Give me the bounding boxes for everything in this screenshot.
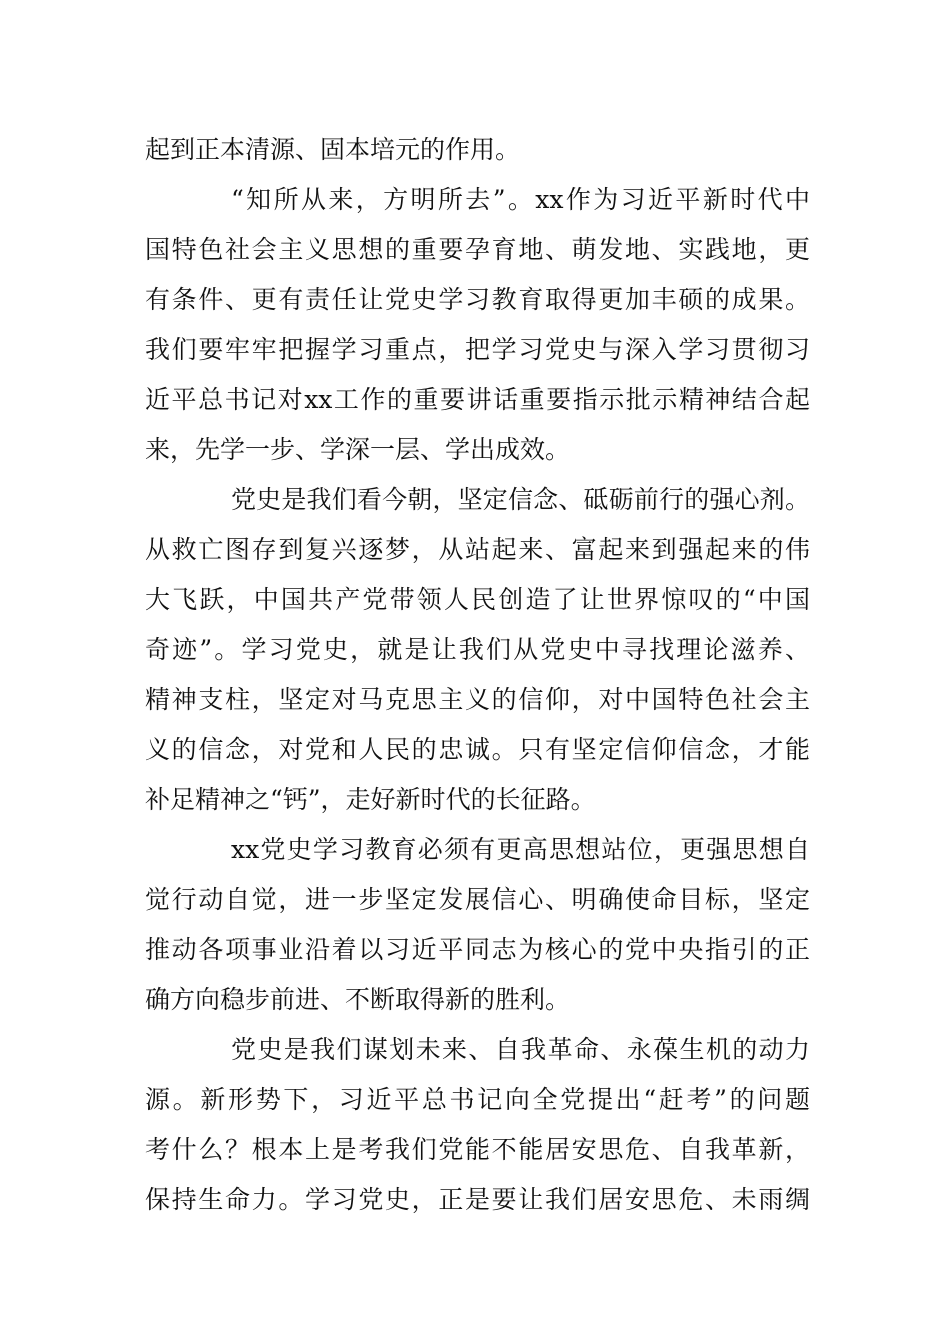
paragraph-2-line-2: 国特色社会主义思想的重要孕育地、萌发地、实践地，更 [145,235,810,264]
paragraph-4-line-4: 确方向稳步前进、不断取得新的胜利。 [145,985,571,1014]
paragraph-5-line-4: 保持生命力。学习党史，正是要让我们居安思危、未雨绸 [145,1185,810,1214]
paragraph-2-line-6: 来，先学一步、学深一层、学出成效。 [145,435,571,464]
paragraph-3-line-1: 党史是我们看今朝，坚定信念、砥砺前行的强心剂。 [231,485,810,514]
paragraph-2-line-5: 近平总书记对xx工作的重要讲话重要指示批示精神结合起 [145,385,810,414]
paragraph-3-line-6: 义的信念，对党和人民的忠诚。只有坚定信仰信念，才能 [145,735,810,764]
paragraph-3-line-4: 奇迹”。学习党史，就是让我们从党史中寻找理论滋养、 [145,635,810,664]
paragraph-2-line-3: 有条件、更有责任让党史学习教育取得更加丰硕的成果。 [145,285,810,314]
paragraph-1-line-1: 起到正本清源、固本培元的作用。 [145,135,521,164]
paragraph-3-line-5: 精神支柱，坚定对马克思主义的信仰，对中国特色社会主 [145,685,810,714]
paragraph-2-line-1: “知所从来，方明所去”。xx作为习近平新时代中 [231,185,810,214]
paragraph-3-line-2: 从救亡图存到复兴逐梦，从站起来、富起来到强起来的伟 [145,535,810,564]
paragraph-4-line-3: 推动各项事业沿着以习近平同志为核心的党中央指引的正 [145,935,810,964]
paragraph-2-line-4: 我们要牢牢把握学习重点，把学习党史与深入学习贯彻习 [145,335,810,364]
paragraph-5-line-2: 源。新形势下，习近平总书记向全党提出“赶考”的问题 [145,1085,810,1114]
paragraph-5-line-1: 党史是我们谋划未来、自我革命、永葆生机的动力 [231,1035,810,1064]
paragraph-5-line-3: 考什么？根本上是考我们党能不能居安思危、自我革新， [145,1135,810,1164]
paragraph-4-line-2: 觉行动自觉，进一步坚定发展信心、明确使命目标，坚定 [145,885,810,914]
paragraph-4-line-1: xx党史学习教育必须有更高思想站位，更强思想自 [231,835,810,864]
paragraph-3-line-7: 补足精神之“钙”，走好新时代的长征路。 [145,785,596,814]
paragraph-3-line-3: 大飞跃，中国共产党带领人民创造了让世界惊叹的“中国 [145,585,810,614]
